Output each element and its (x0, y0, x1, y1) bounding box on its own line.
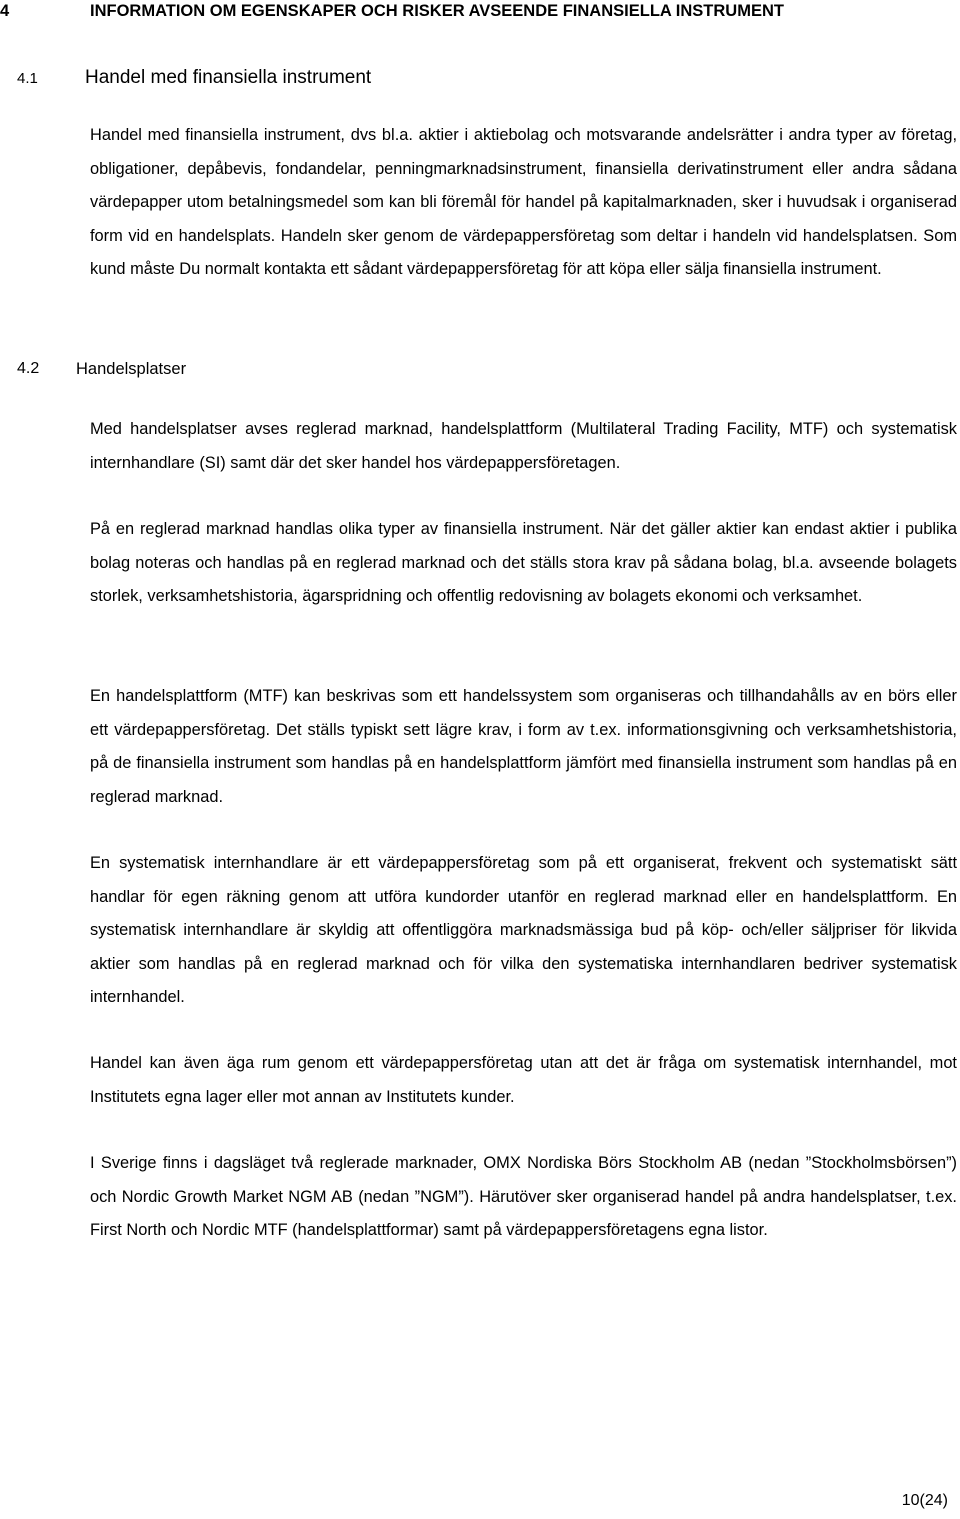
paragraph-reglerad-marknad: På en reglerad marknad handlas olika typer av finansiella instrument. När det gäller aktier kan endast aktier i publika bolag noteras och handlas på en reglerad marknad och det ställs stora krav på sådana bolag, bl.a. avseende bolagets storlek, verksamhetshistoria, ägarspridning och offentlig redovisning av bolagets ekonomi och verksamhet. (90, 520, 957, 605)
page-number: 10(24) (901, 1492, 948, 1509)
chapter-title: INFORMATION OM EGENSKAPER OCH RISKER AVSEENDE FINANSIELLA INSTRUMENT (90, 2, 784, 20)
paragraph-handelsplattform: En handelsplattform (MTF) kan beskrivas som ett handelssystem som organiseras och tillhandahålls av en börs eller ett värdepappersföretag. Det ställs typiskt sett lägre krav, i form av t.ex. informationsgivning och verksamhetshistoria, på de finansiella instrument som handlas på en handelsplattform jämfört med finansiella instrument som handlas på en reglerad marknad. (90, 687, 957, 806)
paragraph-handelsplatser-definition: Med handelsplatser avses reglerad marknad, handelsplattform (Multilateral Trading Facility, MTF) och systematisk internhandlare (SI) samt där det sker handel hos värdepappersföretagen. (90, 420, 957, 472)
section-number-4-1: 4.1 (17, 70, 38, 87)
section-title-handel: Handel med finansiella instrument (85, 67, 372, 88)
paragraph-sverige-marknader: I Sverige finns i dagsläget två reglerade marknader, OMX Nordiska Börs Stockholm AB (nedan ”Stockholmsbörsen”) och Nordic Growth Market NGM AB (nedan ”NGM”). Härutöver sker organiserad handel på andra handelsplatser, t.ex. First North och Nordic MTF (handelsplattformar) samt på värdepappersföretagens egna listor. (90, 1154, 957, 1239)
chapter-number: 4 (0, 2, 10, 20)
paragraph-systematisk-internhandlare: En systematisk internhandlare är ett värdepappersföretag som på ett organiserat, frekvent och systematiskt sätt handlar för egen räkning genom att utföra kundorder utanför en reglerad marknad eller en handelsplattform. En systematisk internhandlare är skyldig att offentliggöra marknadsmässiga bud på köp- och/eller säljpriser för likvida aktier som handlas på en reglerad marknad och för vilka den systematiska internhandlaren bedriver systematisk internhandel. (90, 854, 957, 1006)
paragraph-handel-intro: Handel med finansiella instrument, dvs bl.a. aktier i aktiebolag och motsvarande andelsrätter i andra typer av företag, obligationer, depåbevis, fondandelar, penningmarknadsinstrument, finansiella derivatinstrument eller andra sådana värdepapper utom betalningsmedel som kan bli föremål för handel på kapitalmarknaden, sker i huvudsak i organiserad form vid en handelsplats. Handeln sker genom de värdepappersföretag som deltar i handeln vid handelsplatsen. Som kund måste Du normalt kontakta ett sådant värdepappersföretag för att köpa eller sälja finansiella instrument. (90, 126, 957, 278)
paragraph-handel-via-vardepappersforetag: Handel kan även äga rum genom ett värdepappersföretag utan att det är fråga om systematisk internhandel, mot Institutets egna lager eller mot annan av Institutets kunder. (90, 1054, 957, 1106)
section-title-handelsplatser: Handelsplatser (76, 360, 187, 378)
section-number-4-2: 4.2 (17, 360, 40, 377)
